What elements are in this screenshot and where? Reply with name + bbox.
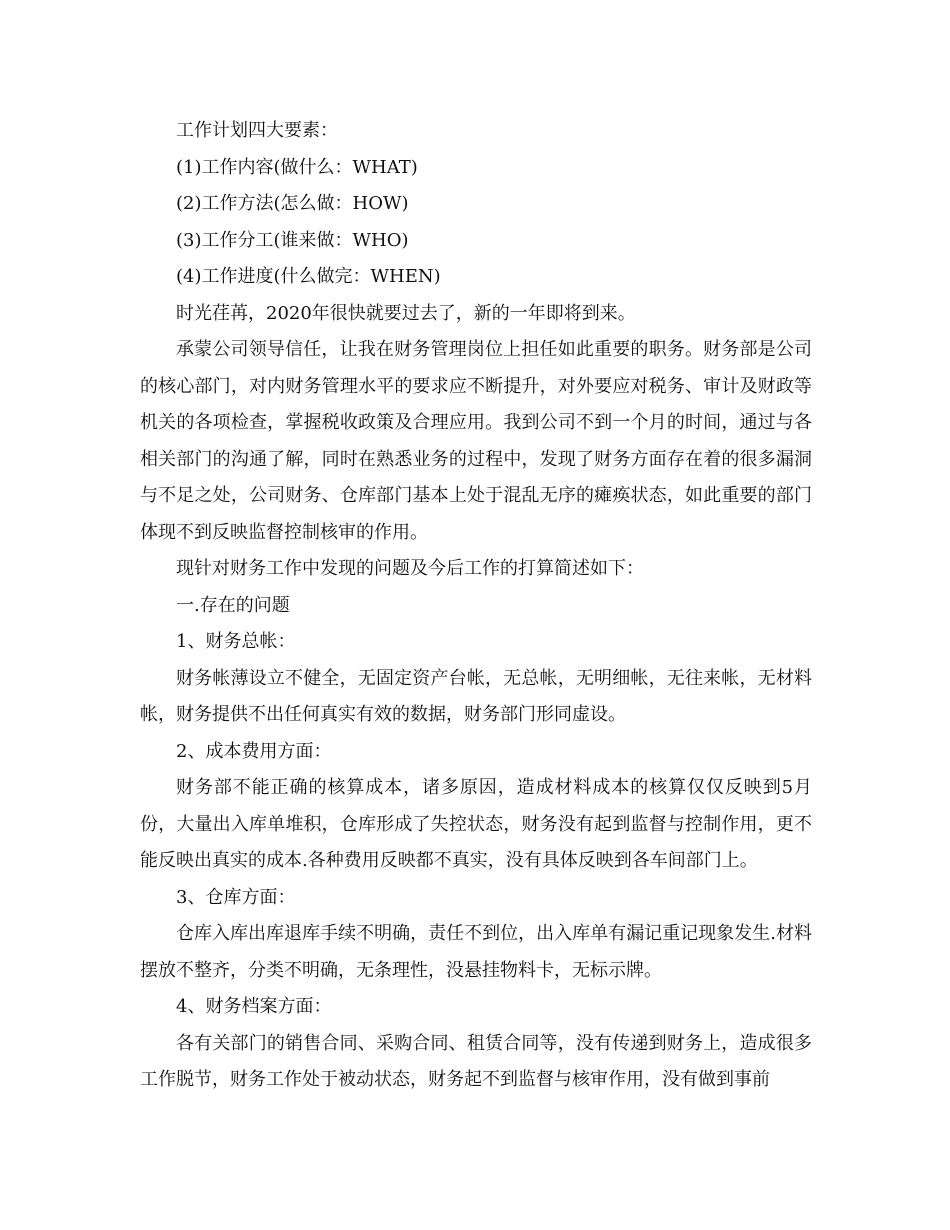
list-item-schedule: (4)工作进度(什么做完：WHEN)	[176, 266, 441, 287]
subheading-cost-expense: 2、成本费用方面：	[176, 740, 332, 762]
paragraph-summary-lead: 现针对财务工作中发现的问题及今后工作的打算简述如下：	[176, 558, 644, 579]
heading-four-elements: 工作计划四大要素：	[176, 120, 338, 141]
list-item-content: (1)工作内容(做什么：WHAT)	[176, 156, 418, 178]
section-heading-problems: 一.存在的问题	[176, 594, 290, 616]
paragraph-intro: 时光荏苒，2020年很快就要过去了，新的一年即将到来。	[176, 302, 636, 324]
paragraph-general-ledger: 财务帐薄设立不健全，无固定资产台帐，无总帐，无明细帐，无往来帐，无材料帐，财务提供不出任何真实有效的数据，财务部门形同虚设。	[140, 667, 812, 725]
subheading-archives: 4、财务档案方面：	[176, 996, 332, 1017]
list-item-division: (3)工作分工(谁来做：WHO)	[176, 229, 409, 251]
paragraph-background: 承蒙公司领导信任，让我在财务管理岗位上担任如此重要的职务。财务部是公司的核心部门，对内财务管理水平的要求应不断提升，对外要应对税务、审计及财政等机关的各项检查，掌握税收政策及合理应用。我到公司不到一个月的时间，通过与各相关部门的沟通了解，同时在熟悉业务的过程中，发现了财务方面存在着的很多漏洞与不足之处，公司财务、仓库部门基本上处于混乱无序的瘫痪状态，如此重要的部门体现不到反映监督控制核审的作用。	[140, 339, 812, 543]
paragraph-warehouse: 仓库入库出库退库手续不明确，责任不到位，出入库单有漏记重记现象发生.材料摆放不整齐，分类不明确，无条理性，没悬挂物料卡，无标示牌。	[140, 923, 812, 981]
list-item-method: (2)工作方法(怎么做：HOW)	[176, 193, 409, 214]
paragraph-archives: 各有关部门的销售合同、采购合同、租赁合同等，没有传递到财务上，造成很多工作脱节，财务工作处于被动状态，财务起不到监督与核审作用，没有做到事前	[140, 1032, 812, 1090]
document-body	[140, 113, 812, 1099]
paragraph-cost-expense: 财务部不能正确的核算成本，诸多原因，造成材料成本的核算仅仅反映到5月份，大量出入库单堆积，仓库形成了失控状态，财务没有起到监督与控制作用，更不能反映出真实的成本.各种费用反映都不真实，没有具体反映到各车间部门上。	[140, 777, 812, 871]
subheading-general-ledger: 1、财务总帐：	[176, 631, 296, 652]
subheading-warehouse: 3、仓库方面：	[176, 886, 296, 908]
